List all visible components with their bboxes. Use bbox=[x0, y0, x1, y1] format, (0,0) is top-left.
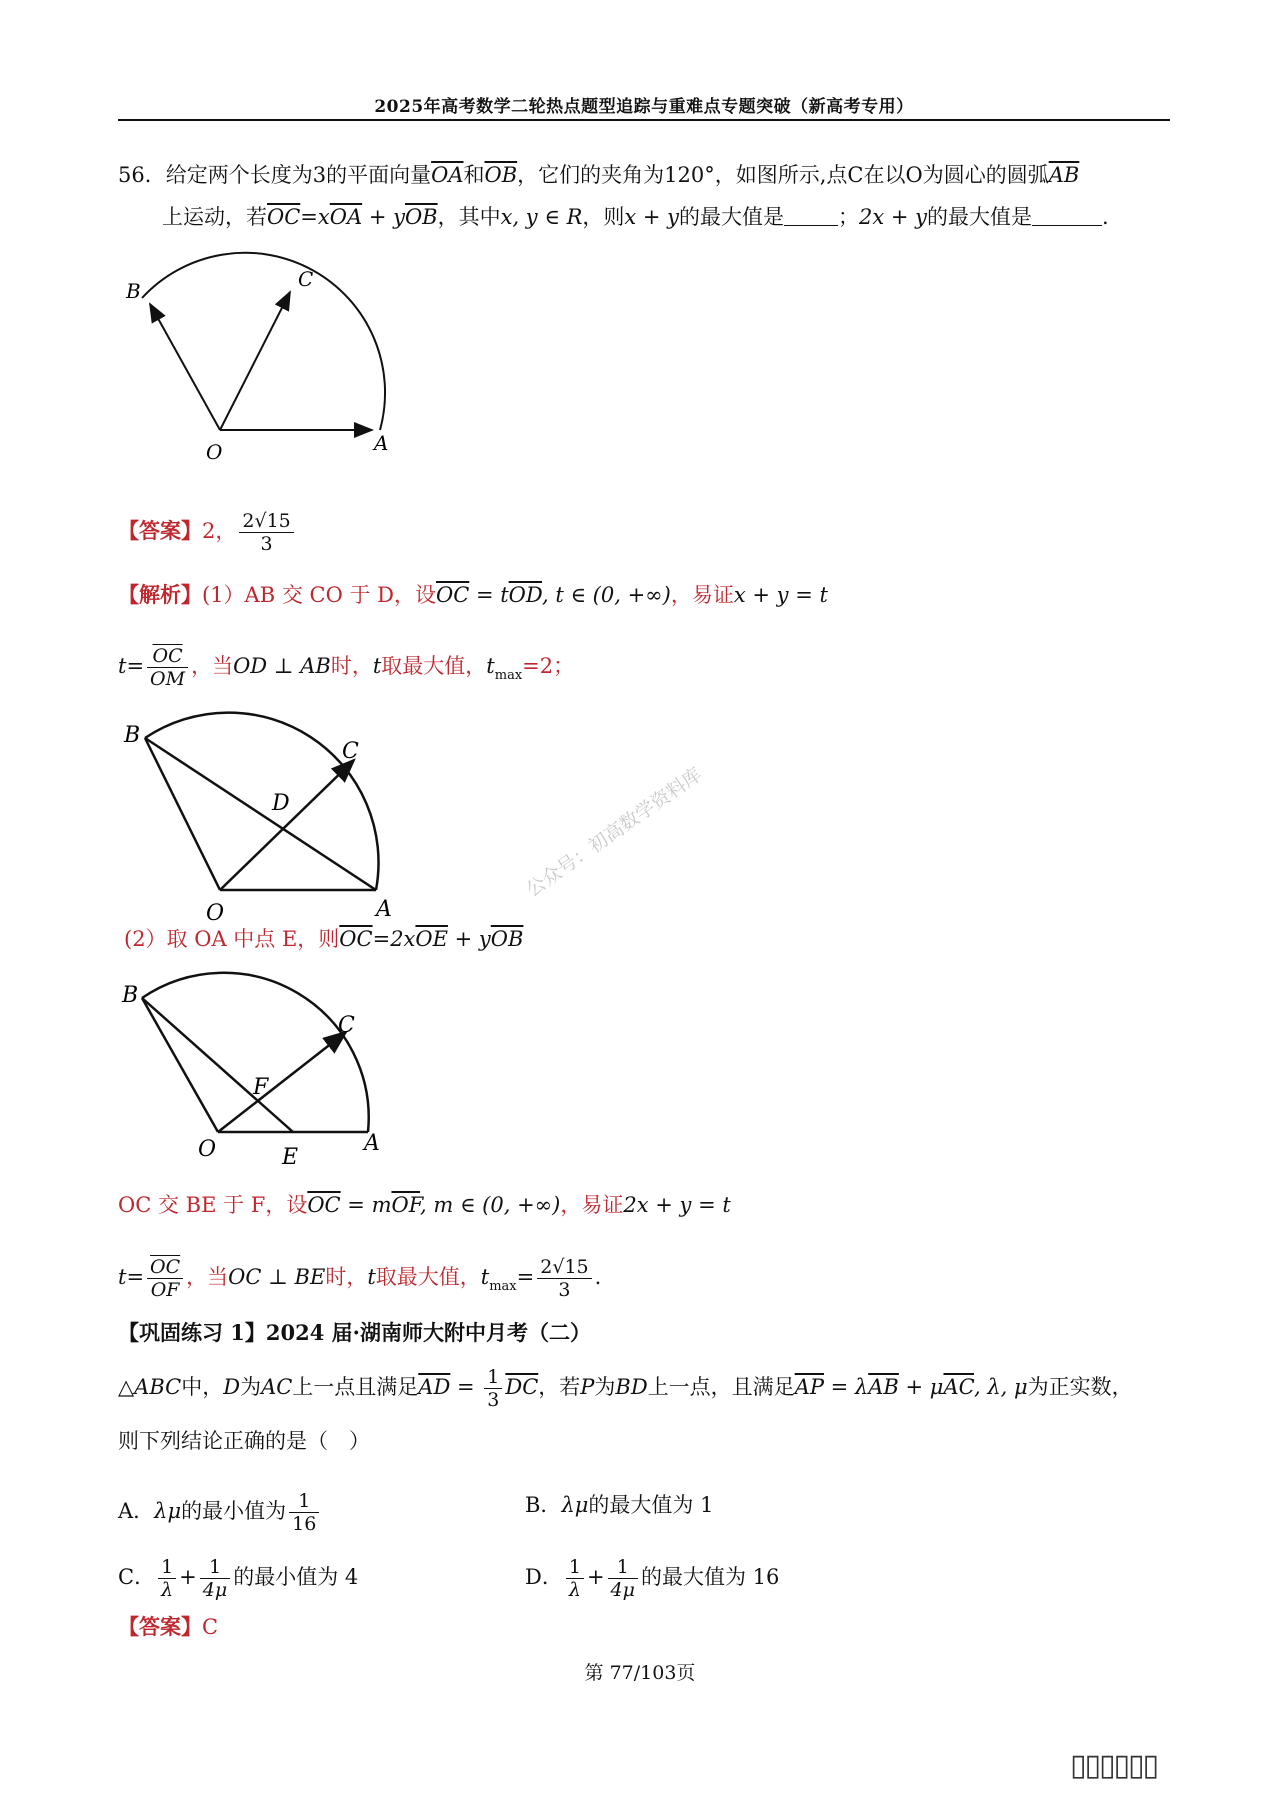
label-o: O bbox=[206, 440, 223, 464]
exercise-line-2: 则下列结论正确的是（ ） bbox=[118, 1429, 370, 1453]
watermark: 公众号：初高数学资料库 bbox=[522, 763, 707, 902]
problem-figure bbox=[110, 262, 410, 472]
option-a: A．λμ的最小值为 $\frac{1}{16}$ bbox=[118, 1490, 322, 1535]
label-b: B bbox=[126, 279, 141, 303]
exercise-line-1: △ABC中，D为AC上一点且满足$\overline{AD}$ = $\frac{1}{3}$ $\overline{DC}$，若P为BD上一点，且满足$\overline{AP} = \lambda\overline{AB} + \mu\overline{AC}$, λ, μ为正实数， bbox=[118, 1366, 1133, 1411]
svg-text:A: A bbox=[376, 897, 392, 922]
svg-text:O: O bbox=[198, 1137, 217, 1162]
analysis-figure-1 bbox=[110, 710, 410, 926]
problem-line-2: 上运动，若$\overline{OC}=x\overline{OA} + y\overline{OB}$，其中x, y ∈ R，则x + y的最大值是 ；2x + y的最大值是 . bbox=[162, 205, 1109, 229]
option-b: B．λμ的最大值为 1 bbox=[525, 1493, 714, 1517]
exercise-title: 【巩固练习 1】2024 届·湖南师大附中月考（二） bbox=[118, 1320, 591, 1345]
toolbar-icon: ▯▯▯▯▯▯ bbox=[1070, 1748, 1158, 1783]
answer-fraction: $\frac{2√15}{3}$ bbox=[239, 510, 293, 555]
svg-text:B: B bbox=[122, 983, 139, 1008]
option-c: C． $\frac{1}{\lambda}$ + $\frac{1}{4\mu}$ 的最小值为 4 bbox=[118, 1556, 359, 1601]
exercise-answer: 【答案】C bbox=[118, 1614, 219, 1639]
vector-oa: $\overline{OA}$ bbox=[431, 163, 464, 187]
svg-text:F: F bbox=[253, 1075, 269, 1100]
svg-text:O: O bbox=[206, 901, 225, 926]
page-header: 2025年高考数学二轮热点题型追踪与重难点专题突破（新高考专用） bbox=[374, 97, 914, 117]
problem-number: 56． bbox=[118, 163, 166, 187]
option-d: D． $\frac{1}{\lambda}$ + $\frac{1}{4\mu}$ 的最大值为 16 bbox=[525, 1556, 780, 1601]
answer-line: 【答案】2， $\frac{2√15}{3}$ bbox=[118, 510, 297, 555]
answer-blank-1 bbox=[784, 205, 838, 226]
label-a: A bbox=[374, 431, 389, 455]
problem-line-1: 56．给定两个长度为3的平面向量$\overline{OA}$和$\overline{OB}$，它们的夹角为120°，如图所示,点C在以O为圆心的圆弧$\overline{AB}$ bbox=[118, 163, 1080, 187]
vector-ob: $\overline{OB}$ bbox=[484, 163, 518, 187]
analysis-line-1: 【解析】(1）AB 交 CO 于 D，设$\overline{OC} = t\overline{OD}$, t ∈ (0, +∞)，易证x + y = t bbox=[118, 582, 828, 607]
header-divider bbox=[118, 119, 1170, 121]
svg-text:D: D bbox=[272, 791, 290, 816]
analysis-line-2: t= $\frac{\overline{OC}}{OM}$ ，当OD ⊥ AB时，t取最大值，$t_{max}=2$； bbox=[118, 645, 575, 690]
analysis-line-3: (2）取 OA 中点 E，则$\overline{OC}=2x\overline{OE} + y\overline{OB}$ bbox=[124, 927, 524, 951]
svg-text:C: C bbox=[338, 1013, 355, 1038]
page-number: 第 77/103页 bbox=[584, 1662, 696, 1684]
svg-text:E: E bbox=[282, 1145, 299, 1170]
svg-text:C: C bbox=[342, 739, 359, 764]
analysis-tag: 【解析】 bbox=[118, 582, 202, 607]
t-fraction-2: $\frac{\overline{OC}}{OF}$ bbox=[147, 1256, 183, 1301]
analysis-line-5: t= $\frac{\overline{OC}}{OF}$ ，当OC ⊥ BE时，t取最大值，$t_{max}=$ $\frac{2√15}{3}$ . bbox=[118, 1256, 602, 1301]
arc-ab: $\overline{AB}$ bbox=[1048, 163, 1080, 187]
answer-tag: 【答案】 bbox=[118, 518, 202, 543]
svg-text:B: B bbox=[124, 723, 141, 748]
svg-text:A: A bbox=[364, 1131, 380, 1156]
analysis-line-4: OC 交 BE 于 F，设$\overline{OC} = m\overline{OF}$, m ∈ (0, +∞)，易证2x + y = t bbox=[118, 1193, 731, 1217]
label-c: C bbox=[298, 267, 314, 291]
t-fraction-1: $\frac{\overline{OC}}{OM}$ bbox=[147, 645, 188, 690]
answer-blank-2 bbox=[1032, 205, 1102, 226]
analysis-figure-2 bbox=[110, 970, 410, 1170]
